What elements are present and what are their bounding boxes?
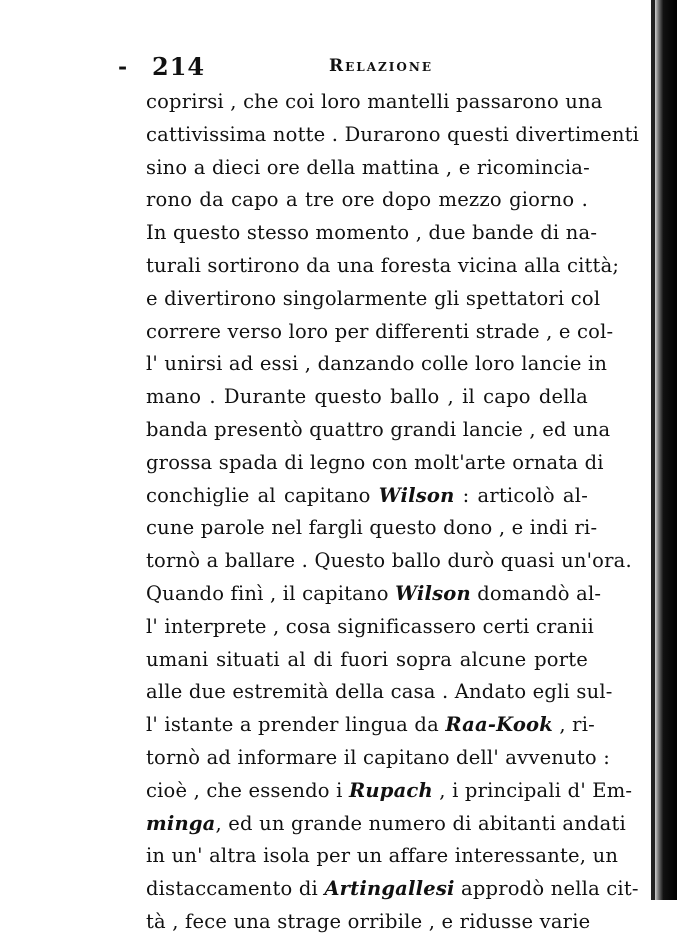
text-segment: e divertirono singolarmente gli spettatori col: [146, 286, 601, 310]
binding-edge: [651, 0, 655, 900]
text-segment: tà , fece una strage orribile , e ridusse varie: [146, 909, 591, 933]
text-line: [146, 381, 588, 414]
page-header: [118, 52, 598, 82]
text-line: [146, 480, 588, 513]
text-line: [146, 873, 639, 906]
text-segment: distaccamento di: [146, 877, 325, 901]
text-segment: tornò ad informare il capitano dell' avvenuto :: [146, 745, 610, 769]
body-text: [146, 86, 640, 939]
text-segment: : articolò al-: [454, 483, 588, 507]
running-title: Relazione: [329, 56, 433, 76]
text-line: [146, 316, 614, 349]
text-segment: banda presentò quattro grandi lancie , ed una: [146, 417, 611, 441]
italic-name: Artingallesi: [324, 877, 455, 901]
text-segment: cune parole nel fargli questo dono , e indi ri-: [146, 516, 598, 540]
page-number: 214: [152, 52, 206, 81]
italic-name: minga: [146, 811, 216, 835]
italic-name: Wilson: [395, 581, 471, 605]
text-line: [146, 742, 610, 775]
text-segment: conchiglie al capitano: [146, 483, 379, 507]
text-segment: l' unirsi ad essi , danzando colle loro lancie in: [146, 352, 608, 376]
text-segment: , ri-: [552, 713, 595, 737]
text-segment: rono da capo a tre ore dopo mezzo giorno .: [146, 188, 588, 212]
text-line: [146, 86, 603, 119]
text-segment: l' istante a prender lingua da: [146, 713, 446, 737]
text-segment: mano . Durante questo ballo , il capo della: [146, 385, 588, 409]
text-line: [146, 545, 632, 578]
text-segment: tornò a ballare . Questo ballo durò quasi un'ora.: [146, 549, 632, 573]
text-line: [146, 709, 595, 742]
text-line: [146, 414, 611, 447]
text-segment: approdò nella cit-: [454, 877, 639, 901]
text-line: [146, 808, 626, 841]
text-line: [146, 217, 598, 250]
text-segment: cattivissima notte . Durarono questi divertimenti: [146, 122, 640, 146]
text-line: [146, 578, 602, 611]
text-segment: alle due estremità della casa . Andato egli sul-: [146, 680, 613, 704]
text-line: [146, 775, 633, 808]
header-dash: -: [118, 54, 128, 80]
text-segment: l' interprete , cosa significassero certi cranii: [146, 614, 594, 638]
text-line: [146, 152, 588, 185]
text-line: [146, 512, 598, 545]
text-segment: grossa spada di legno con molt'arte ornata di: [146, 450, 604, 474]
text-line: [146, 283, 601, 316]
text-line: [146, 184, 588, 217]
text-segment: sino a dieci ore della mattina , e ricomincia-: [146, 155, 590, 179]
text-line: [146, 676, 613, 709]
text-line: [146, 250, 620, 283]
text-segment: , ed un grande numero di abitanti andati: [215, 811, 626, 835]
italic-name: Rupach: [348, 778, 433, 802]
italic-name: Raa-Kook: [445, 713, 553, 737]
text-line: [146, 611, 594, 644]
text-segment: , i principali d' Em-: [432, 778, 633, 802]
text-segment: coprirsi , che coi loro mantelli passarono una: [146, 90, 603, 113]
text-segment: Quando finì , il capitano: [146, 581, 396, 605]
text-segment: umani situati al di fuori sopra alcune porte: [146, 647, 588, 671]
text-line: [146, 906, 591, 939]
text-line: [146, 348, 608, 381]
text-segment: correre verso loro per differenti strade , e col-: [146, 319, 614, 343]
text-line: [146, 447, 604, 480]
book-spine-shadow: [641, 0, 677, 900]
text-line: [146, 840, 619, 873]
italic-name: Wilson: [378, 483, 455, 507]
text-segment: turali sortirono da una foresta vicina alla città;: [146, 253, 620, 277]
text-segment: In questo stesso momento , due bande di na-: [146, 221, 598, 245]
text-line: [146, 119, 640, 152]
text-segment: in un' altra isola per un affare interessante, un: [146, 844, 619, 868]
text-segment: cioè , che essendo i: [146, 778, 349, 802]
text-line: [146, 644, 588, 677]
text-segment: domandò al-: [470, 581, 602, 605]
